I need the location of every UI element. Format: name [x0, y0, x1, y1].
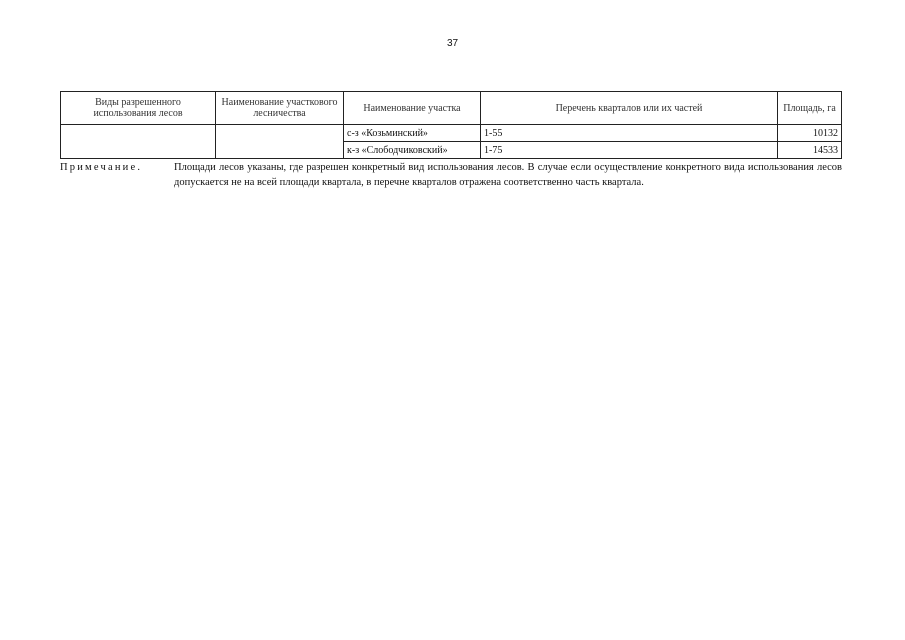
header-area: Площадь, га [778, 92, 842, 125]
cell-area: 14533 [778, 142, 842, 159]
cell-forestry [216, 125, 344, 159]
header-forestry: Наименование участкового лесничества [216, 92, 344, 125]
cell-area: 10132 [778, 125, 842, 142]
cell-quarters: 1-55 [481, 125, 778, 142]
forest-use-table [60, 91, 842, 159]
table-header-row [61, 92, 842, 125]
header-plot: Наименование участка [344, 92, 481, 125]
note-text: Площади лесов указаны, где разрешен конкретный вид использования лесов. В случае если осуществление конкретного вида использования лесов допускается не на всей площади квартала, в перечне кварталов отражена соответственно часть квартала. [174, 162, 842, 188]
cell-plot: с-з «Козьминский» [344, 125, 481, 142]
table-note [60, 160, 842, 190]
note-label: Примечание. [60, 162, 143, 173]
page-number: 37 [446, 38, 459, 49]
header-quarters: Перечень кварталов или их частей [481, 92, 778, 125]
cell-quarters: 1-75 [481, 142, 778, 159]
header-use-type: Виды разрешенного использования лесов [61, 92, 216, 125]
table-row [61, 125, 842, 142]
cell-plot: к-з «Слободчиковский» [344, 142, 481, 159]
cell-use-type [61, 125, 216, 159]
